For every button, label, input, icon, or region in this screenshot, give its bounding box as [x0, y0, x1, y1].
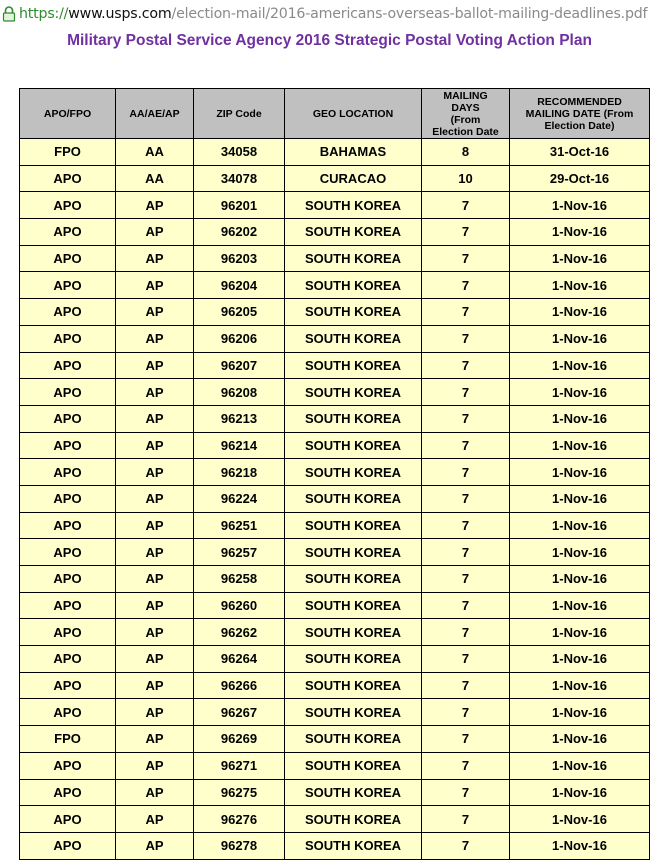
- cell-recommended-date: 1-Nov-16: [510, 432, 650, 459]
- cell-mailing-days: 8: [422, 139, 510, 166]
- cell-geo-location: SOUTH KOREA: [285, 459, 422, 486]
- header-mailing-days-line: MAILING: [443, 89, 488, 102]
- table-row: [20, 566, 650, 593]
- cell-mailing-days: 7: [422, 432, 510, 459]
- header-recommended-date-line: RECOMMENDED: [537, 95, 622, 108]
- cell-zip-code: 34078: [194, 165, 285, 192]
- cell-geo-location: BAHAMAS: [285, 139, 422, 166]
- cell-aa-ae-ap: AP: [116, 539, 194, 566]
- cell-mailing-days: 7: [422, 245, 510, 272]
- cell-apo-fpo: APO: [20, 405, 116, 432]
- cell-recommended-date: 1-Nov-16: [510, 512, 650, 539]
- cell-mailing-days: 7: [422, 219, 510, 246]
- table-row: [20, 752, 650, 779]
- cell-apo-fpo: APO: [20, 512, 116, 539]
- cell-apo-fpo: APO: [20, 806, 116, 833]
- cell-aa-ae-ap: AP: [116, 459, 194, 486]
- cell-recommended-date: 1-Nov-16: [510, 539, 650, 566]
- lock-icon: [2, 6, 16, 22]
- cell-apo-fpo: APO: [20, 192, 116, 219]
- cell-geo-location: SOUTH KOREA: [285, 192, 422, 219]
- cell-geo-location: SOUTH KOREA: [285, 432, 422, 459]
- cell-aa-ae-ap: AP: [116, 299, 194, 326]
- cell-recommended-date: 1-Nov-16: [510, 272, 650, 299]
- cell-aa-ae-ap: AP: [116, 379, 194, 406]
- cell-aa-ae-ap: AP: [116, 192, 194, 219]
- cell-aa-ae-ap: AP: [116, 512, 194, 539]
- cell-mailing-days: 7: [422, 672, 510, 699]
- cell-aa-ae-ap: AP: [116, 726, 194, 753]
- cell-mailing-days: 10: [422, 165, 510, 192]
- cell-geo-location: SOUTH KOREA: [285, 485, 422, 512]
- cell-geo-location: SOUTH KOREA: [285, 779, 422, 806]
- cell-recommended-date: 1-Nov-16: [510, 806, 650, 833]
- cell-recommended-date: 1-Nov-16: [510, 352, 650, 379]
- cell-mailing-days: 7: [422, 539, 510, 566]
- cell-apo-fpo: APO: [20, 459, 116, 486]
- header-recommended-date: [510, 89, 650, 139]
- cell-recommended-date: 1-Nov-16: [510, 619, 650, 646]
- cell-geo-location: SOUTH KOREA: [285, 619, 422, 646]
- cell-recommended-date: 1-Nov-16: [510, 245, 650, 272]
- cell-mailing-days: 7: [422, 379, 510, 406]
- cell-mailing-days: 7: [422, 272, 510, 299]
- cell-mailing-days: 7: [422, 592, 510, 619]
- cell-geo-location: SOUTH KOREA: [285, 512, 422, 539]
- cell-apo-fpo: APO: [20, 592, 116, 619]
- cell-aa-ae-ap: AP: [116, 619, 194, 646]
- table-row: [20, 672, 650, 699]
- cell-recommended-date: 1-Nov-16: [510, 379, 650, 406]
- cell-geo-location: SOUTH KOREA: [285, 325, 422, 352]
- address-bar[interactable]: [0, 0, 659, 28]
- cell-zip-code: 96208: [194, 379, 285, 406]
- table-row: [20, 405, 650, 432]
- cell-apo-fpo: APO: [20, 832, 116, 859]
- cell-mailing-days: 7: [422, 512, 510, 539]
- cell-apo-fpo: FPO: [20, 139, 116, 166]
- cell-mailing-days: 7: [422, 752, 510, 779]
- cell-aa-ae-ap: AP: [116, 566, 194, 593]
- table-row: [20, 165, 650, 192]
- table-row: [20, 325, 650, 352]
- cell-zip-code: 96202: [194, 219, 285, 246]
- cell-mailing-days: 7: [422, 806, 510, 833]
- cell-geo-location: SOUTH KOREA: [285, 646, 422, 673]
- header-mailing-days-line: DAYS: [451, 101, 480, 114]
- url-path: /election-mail/2016-americans-overseas-ballot-mailing-deadlines.pdf: [171, 6, 648, 22]
- cell-zip-code: 96260: [194, 592, 285, 619]
- table-row: [20, 139, 650, 166]
- cell-geo-location: SOUTH KOREA: [285, 832, 422, 859]
- header-mailing-days-line: Election Date: [432, 125, 499, 138]
- cell-mailing-days: 7: [422, 832, 510, 859]
- header-recommended-date-line: Election Date): [544, 119, 615, 132]
- table-row: [20, 832, 650, 859]
- table-row: [20, 512, 650, 539]
- cell-mailing-days: 7: [422, 726, 510, 753]
- cell-apo-fpo: APO: [20, 245, 116, 272]
- cell-geo-location: SOUTH KOREA: [285, 219, 422, 246]
- cell-zip-code: 96218: [194, 459, 285, 486]
- cell-zip-code: 96278: [194, 832, 285, 859]
- cell-geo-location: SOUTH KOREA: [285, 245, 422, 272]
- cell-zip-code: 96224: [194, 485, 285, 512]
- cell-zip-code: 96257: [194, 539, 285, 566]
- cell-mailing-days: 7: [422, 192, 510, 219]
- table-row: [20, 592, 650, 619]
- cell-aa-ae-ap: AP: [116, 245, 194, 272]
- cell-apo-fpo: APO: [20, 219, 116, 246]
- cell-apo-fpo: APO: [20, 352, 116, 379]
- table-header-row: [20, 89, 650, 139]
- cell-apo-fpo: APO: [20, 432, 116, 459]
- cell-mailing-days: 7: [422, 325, 510, 352]
- cell-apo-fpo: APO: [20, 299, 116, 326]
- cell-recommended-date: 1-Nov-16: [510, 192, 650, 219]
- cell-recommended-date: 1-Nov-16: [510, 325, 650, 352]
- cell-recommended-date: 1-Nov-16: [510, 699, 650, 726]
- cell-mailing-days: 7: [422, 619, 510, 646]
- cell-zip-code: 96204: [194, 272, 285, 299]
- cell-mailing-days: 7: [422, 646, 510, 673]
- cell-mailing-days: 7: [422, 779, 510, 806]
- table-row: [20, 192, 650, 219]
- cell-apo-fpo: APO: [20, 646, 116, 673]
- cell-geo-location: SOUTH KOREA: [285, 806, 422, 833]
- table-row: [20, 646, 650, 673]
- cell-recommended-date: 1-Nov-16: [510, 299, 650, 326]
- url-text[interactable]: [19, 6, 647, 22]
- cell-zip-code: 96276: [194, 806, 285, 833]
- cell-aa-ae-ap: AP: [116, 352, 194, 379]
- cell-aa-ae-ap: AP: [116, 752, 194, 779]
- cell-zip-code: 96267: [194, 699, 285, 726]
- cell-mailing-days: 7: [422, 485, 510, 512]
- cell-aa-ae-ap: AP: [116, 806, 194, 833]
- header-zip-code: ZIP Code: [194, 89, 285, 139]
- cell-mailing-days: 7: [422, 699, 510, 726]
- cell-geo-location: SOUTH KOREA: [285, 566, 422, 593]
- cell-geo-location: SOUTH KOREA: [285, 752, 422, 779]
- cell-mailing-days: 7: [422, 352, 510, 379]
- cell-apo-fpo: APO: [20, 779, 116, 806]
- cell-zip-code: 96213: [194, 405, 285, 432]
- cell-recommended-date: 1-Nov-16: [510, 459, 650, 486]
- cell-zip-code: 96264: [194, 646, 285, 673]
- cell-recommended-date: 1-Nov-16: [510, 219, 650, 246]
- table-row: [20, 379, 650, 406]
- cell-aa-ae-ap: AP: [116, 699, 194, 726]
- deadlines-table: [19, 88, 650, 860]
- cell-zip-code: 96258: [194, 566, 285, 593]
- table-row: [20, 245, 650, 272]
- cell-apo-fpo: APO: [20, 485, 116, 512]
- url-scheme: https://: [19, 6, 69, 22]
- cell-zip-code: 96201: [194, 192, 285, 219]
- cell-recommended-date: 1-Nov-16: [510, 832, 650, 859]
- cell-aa-ae-ap: AP: [116, 219, 194, 246]
- header-mailing-days-line: (From: [450, 113, 481, 126]
- cell-apo-fpo: APO: [20, 325, 116, 352]
- header-apo-fpo: APO/FPO: [20, 89, 116, 139]
- cell-recommended-date: 1-Nov-16: [510, 485, 650, 512]
- cell-apo-fpo: APO: [20, 272, 116, 299]
- cell-recommended-date: 1-Nov-16: [510, 672, 650, 699]
- header-aa-ae-ap: AA/AE/AP: [116, 89, 194, 139]
- cell-geo-location: SOUTH KOREA: [285, 699, 422, 726]
- header-mailing-days: [422, 89, 510, 139]
- cell-aa-ae-ap: AP: [116, 779, 194, 806]
- cell-recommended-date: 1-Nov-16: [510, 405, 650, 432]
- cell-geo-location: SOUTH KOREA: [285, 352, 422, 379]
- cell-mailing-days: 7: [422, 299, 510, 326]
- page-title: Military Postal Service Agency 2016 Strategic Postal Voting Action Plan: [67, 32, 592, 49]
- cell-zip-code: 96207: [194, 352, 285, 379]
- cell-zip-code: 96206: [194, 325, 285, 352]
- cell-aa-ae-ap: AP: [116, 432, 194, 459]
- cell-apo-fpo: APO: [20, 619, 116, 646]
- cell-zip-code: 96275: [194, 779, 285, 806]
- cell-geo-location: SOUTH KOREA: [285, 405, 422, 432]
- cell-recommended-date: 29-Oct-16: [510, 165, 650, 192]
- cell-mailing-days: 7: [422, 459, 510, 486]
- table-row: [20, 299, 650, 326]
- cell-zip-code: 96266: [194, 672, 285, 699]
- table-row: [20, 352, 650, 379]
- table-row: [20, 219, 650, 246]
- cell-aa-ae-ap: AP: [116, 405, 194, 432]
- table-row: [20, 459, 650, 486]
- url-host: www.usps.com: [68, 6, 172, 22]
- cell-apo-fpo: APO: [20, 752, 116, 779]
- table-row: [20, 619, 650, 646]
- cell-zip-code: 34058: [194, 139, 285, 166]
- cell-geo-location: SOUTH KOREA: [285, 592, 422, 619]
- cell-zip-code: 96214: [194, 432, 285, 459]
- cell-zip-code: 96262: [194, 619, 285, 646]
- cell-recommended-date: 1-Nov-16: [510, 726, 650, 753]
- cell-recommended-date: 1-Nov-16: [510, 592, 650, 619]
- table-row: [20, 485, 650, 512]
- cell-aa-ae-ap: AP: [116, 646, 194, 673]
- cell-mailing-days: 7: [422, 566, 510, 593]
- cell-zip-code: 96203: [194, 245, 285, 272]
- table-row: [20, 779, 650, 806]
- cell-apo-fpo: FPO: [20, 726, 116, 753]
- table-row: [20, 699, 650, 726]
- cell-apo-fpo: APO: [20, 566, 116, 593]
- header-recommended-date-line: MAILING DATE (From: [525, 107, 634, 120]
- cell-recommended-date: 31-Oct-16: [510, 139, 650, 166]
- cell-zip-code: 96271: [194, 752, 285, 779]
- cell-mailing-days: 7: [422, 405, 510, 432]
- cell-geo-location: SOUTH KOREA: [285, 299, 422, 326]
- cell-aa-ae-ap: AP: [116, 672, 194, 699]
- cell-zip-code: 96269: [194, 726, 285, 753]
- cell-recommended-date: 1-Nov-16: [510, 752, 650, 779]
- header-geo-location: GEO LOCATION: [285, 89, 422, 139]
- table-row: [20, 539, 650, 566]
- cell-recommended-date: 1-Nov-16: [510, 646, 650, 673]
- cell-aa-ae-ap: AP: [116, 485, 194, 512]
- table-row: [20, 806, 650, 833]
- cell-aa-ae-ap: AA: [116, 165, 194, 192]
- cell-geo-location: SOUTH KOREA: [285, 379, 422, 406]
- cell-geo-location: SOUTH KOREA: [285, 672, 422, 699]
- table-row: [20, 726, 650, 753]
- cell-apo-fpo: APO: [20, 165, 116, 192]
- cell-geo-location: SOUTH KOREA: [285, 539, 422, 566]
- cell-apo-fpo: APO: [20, 672, 116, 699]
- cell-recommended-date: 1-Nov-16: [510, 779, 650, 806]
- cell-aa-ae-ap: AP: [116, 272, 194, 299]
- table-body: [20, 139, 650, 860]
- cell-aa-ae-ap: AP: [116, 592, 194, 619]
- cell-apo-fpo: APO: [20, 539, 116, 566]
- cell-aa-ae-ap: AP: [116, 832, 194, 859]
- cell-aa-ae-ap: AP: [116, 325, 194, 352]
- cell-aa-ae-ap: AA: [116, 139, 194, 166]
- cell-apo-fpo: APO: [20, 699, 116, 726]
- cell-apo-fpo: APO: [20, 379, 116, 406]
- table-row: [20, 432, 650, 459]
- table-row: [20, 272, 650, 299]
- cell-zip-code: 96205: [194, 299, 285, 326]
- cell-recommended-date: 1-Nov-16: [510, 566, 650, 593]
- cell-geo-location: SOUTH KOREA: [285, 272, 422, 299]
- cell-zip-code: 96251: [194, 512, 285, 539]
- cell-geo-location: SOUTH KOREA: [285, 726, 422, 753]
- cell-geo-location: CURACAO: [285, 165, 422, 192]
